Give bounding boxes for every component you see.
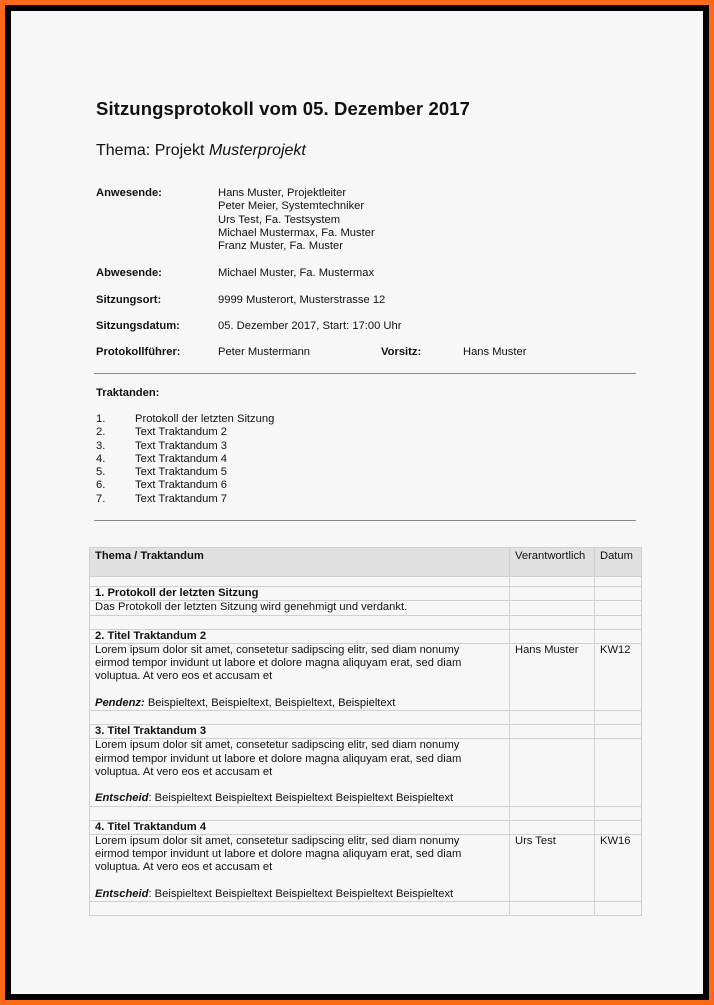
column-header-topic: Thema / Traktandum — [90, 548, 510, 577]
topic-project: Musterprojekt — [208, 142, 306, 159]
agenda-item-number: 1. — [96, 413, 106, 425]
date-cell: KW12 — [595, 643, 642, 710]
pending-line — [95, 697, 504, 710]
table-row — [90, 820, 642, 834]
agenda-item — [96, 440, 274, 453]
minute-taker-label: Protokollführer: — [96, 346, 181, 358]
agenda-item-text: Text Traktandum 6 — [135, 479, 228, 492]
agenda-item — [96, 413, 274, 426]
agenda-item — [96, 453, 274, 466]
absent-label: Abwesende: — [96, 267, 162, 279]
page-title: Sitzungsprotokoll vom 05. Dezember 2017 — [96, 98, 471, 119]
date-value: 05. Dezember 2017, Start: 17:00 Uhr — [218, 320, 402, 332]
table-row — [90, 711, 642, 725]
body-line: eirmod tempor invidunt ut labore et dolore magna aliquyam erat, sed diam — [95, 848, 462, 861]
section-title: 4. Titel Traktandum 4 — [90, 820, 510, 834]
attendee: Peter Meier, Systemtechniker — [218, 200, 365, 213]
section-title: 1. Protokoll der letzten Sitzung — [90, 587, 510, 601]
attendees-label: Anwesende: — [96, 187, 162, 199]
body-line: voluptua. At vero eos et accusam et — [95, 670, 273, 683]
section-text: Das Protokoll der letzten Sitzung wird genehmigt und verdankt. — [90, 601, 510, 615]
agenda-item-text: Protokoll der letzten Sitzung — [135, 413, 275, 425]
minute-taker-value: Peter Mustermann — [218, 346, 311, 358]
table-header-row — [90, 548, 642, 577]
section-body — [90, 834, 510, 901]
table-row — [90, 725, 642, 739]
agenda-item-text: Text Traktandum 5 — [135, 466, 228, 479]
body-line: eirmod tempor invidunt ut labore et dolore magna aliquyam erat, sed diam — [95, 657, 462, 670]
body-line: Lorem ipsum dolor sit amet, consetetur sadipscing elitr, sed diam nonumy — [95, 739, 460, 752]
table-row — [90, 643, 642, 710]
pending-tag: Pendenz: — [95, 696, 145, 709]
agenda-item-number: 7. — [96, 492, 106, 505]
body-line: voluptua. At vero eos et accusam et — [95, 765, 273, 778]
agenda-item-text: Text Traktandum 7 — [135, 492, 228, 505]
agenda-item-number: 5. — [96, 466, 106, 479]
agenda-heading: Traktanden: — [96, 387, 160, 399]
agenda-list — [96, 413, 274, 506]
table-row — [90, 577, 642, 587]
topic-prefix: Thema: Projekt — [96, 142, 209, 159]
body-line: eirmod tempor invidunt ut labore et dolore magna aliquyam erat, sed diam — [95, 752, 462, 765]
date-label: Sitzungsdatum: — [96, 320, 180, 332]
topic-line — [96, 142, 306, 160]
responsible-cell: Urs Test — [510, 834, 595, 901]
decision-text: : Beispieltext Beispieltext Beispieltext Beispieltext Beispieltext — [148, 887, 454, 900]
attendee: Michael Mustermax, Fa. Muster — [218, 226, 375, 239]
table-row — [90, 629, 642, 643]
section-title: 2. Titel Traktandum 2 — [90, 629, 510, 643]
agenda-item — [96, 479, 274, 492]
agenda-item — [96, 426, 274, 439]
chair-value: Hans Muster — [463, 346, 527, 358]
divider — [94, 520, 636, 521]
attendee: Urs Test, Fa. Testsystem — [218, 213, 341, 226]
decision-text: : Beispieltext Beispieltext Beispieltext Beispieltext Beispieltext — [148, 792, 454, 805]
column-header-responsible: Verantwortlich — [510, 548, 595, 577]
agenda-item-text: Text Traktandum 3 — [135, 439, 228, 452]
section-title: 3. Titel Traktandum 3 — [90, 725, 510, 739]
body-line: Lorem ipsum dolor sit amet, consetetur sadipscing elitr, sed diam nonumy — [95, 643, 460, 656]
table-row — [90, 806, 642, 820]
agenda-item-text: Text Traktandum 4 — [135, 452, 228, 465]
column-header-date: Datum — [595, 548, 642, 577]
table-row — [90, 834, 642, 901]
decision-line — [95, 888, 504, 901]
section-body — [90, 643, 510, 710]
agenda-item-number: 3. — [96, 439, 106, 452]
body-line: voluptua. At vero eos et accusam et — [95, 861, 273, 874]
table-row — [90, 587, 642, 601]
minutes-table — [89, 547, 642, 916]
decision-tag: Entscheid — [95, 887, 149, 900]
responsible-cell: Hans Muster — [510, 643, 595, 710]
section-body — [90, 739, 510, 806]
date-cell: KW16 — [595, 834, 642, 901]
agenda-item-number: 4. — [96, 452, 106, 465]
body-line: Lorem ipsum dolor sit amet, consetetur sadipscing elitr, sed diam nonumy — [95, 834, 460, 847]
agenda-item-text: Text Traktandum 2 — [135, 426, 228, 439]
table-row — [90, 902, 642, 916]
attendee: Hans Muster, Projektleiter — [218, 187, 347, 199]
table-row — [90, 601, 642, 615]
agenda-item — [96, 493, 274, 506]
location-label: Sitzungsort: — [96, 294, 162, 306]
chair-label: Vorsitz: — [381, 346, 422, 358]
absent-value: Michael Muster, Fa. Mustermax — [218, 267, 375, 279]
attendee: Franz Muster, Fa. Muster — [218, 240, 343, 253]
agenda-item-number: 6. — [96, 479, 106, 492]
table-row — [90, 615, 642, 629]
agenda-item — [96, 466, 274, 479]
divider — [94, 373, 636, 374]
table-row — [90, 739, 642, 806]
location-value: 9999 Musterort, Musterstrasse 12 — [218, 294, 386, 306]
pending-text: Beispieltext, Beispieltext, Beispieltext, Beispieltext — [144, 696, 396, 709]
attendees-list — [218, 187, 375, 253]
decision-tag: Entscheid — [95, 792, 149, 805]
agenda-item-number: 2. — [96, 426, 106, 439]
decision-line — [95, 792, 504, 805]
